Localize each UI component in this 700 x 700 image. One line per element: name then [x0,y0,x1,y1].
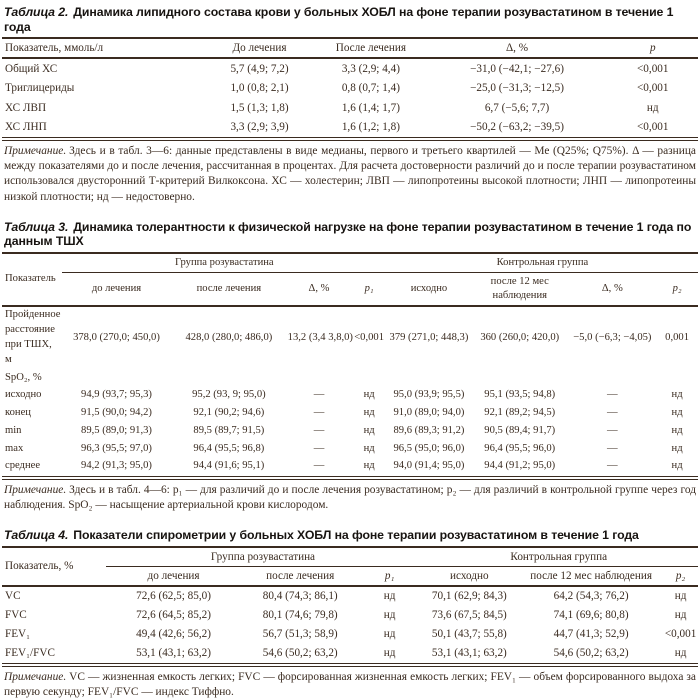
group-header-rosuvastatin: Группа розувастатина [62,253,387,273]
cell-value: 90,5 (89,4; 91,7) [484,424,556,436]
table3-title-label: Таблица 3. [4,219,69,234]
cell-value: нд [363,424,375,436]
table4-title-label: Таблица 4. [4,528,69,543]
cell-value: нд [674,590,687,603]
column-header-delta1: Δ, % [308,282,330,294]
table-row [2,405,698,423]
column-header-p: p [649,42,656,54]
cell-value: 3,3 (2,9; 3,9) [230,121,289,133]
row-label: max [5,442,24,454]
column-header-after12: после 12 мес наблюдения [490,275,549,301]
cell-value: 360 (260,0; 420,0) [480,331,560,343]
table4-spirometry [2,546,698,667]
cell-value: 1,5 (1,3; 1,8) [230,101,289,114]
row-label: VC [5,590,21,603]
column-header-p2: p₂ [675,569,686,582]
cell-value: 53,1 (43,1; 63,2) [136,647,211,660]
cell-value: — [313,407,325,419]
group-header-control: Контрольная группа [387,253,698,273]
cell-value: 96,3 (95,5; 97,0) [81,442,152,454]
column-header-before: до лечения [91,282,142,294]
table-row [2,625,698,644]
table4-title-text: Показатели спирометрии у больных ХОБЛ на фоне терапии розувастатином в течение 1 года [73,528,639,543]
table2-note-text: Здесь и в табл. 3—6: данные представлены в виде медианы, первого и третьего квартилей — Ме (Q25%; Q75%). Δ — разница между показателями до и после лечения, рассчитанная в процентах. Для расчета достоверности различий до и после терапии розувастатином использовался двусторонний Т-критерий Вилкоксона. ХС — холестерин; ЛВП — липопротеины высокой плотности; ЛНП — липопротеины низкой плотности; нд — недостоверно. [4,145,696,203]
column-header-delta: Δ, % [505,42,529,54]
row-label: среднее [5,460,41,472]
cell-value: 96,4 (95,5; 96,8) [193,442,265,454]
cell-value: 378,0 (270,0; 450,0) [73,331,160,343]
cell-value: <0,001 [637,62,669,75]
table-row [2,606,698,625]
table2-note [4,144,696,205]
column-header-delta2: Δ, % [601,282,623,294]
table3-exercise-tolerance [2,252,698,480]
cell-value: 95,1 (93,5; 94,8) [484,389,556,401]
table2-lipids [2,37,698,141]
cell-value: нд [383,628,396,641]
cell-value: −50,2 (−63,2; −39,5) [470,121,564,133]
cell-value: нд [671,424,683,436]
cell-value: 80,1 (74,6; 79,8) [262,609,338,622]
table4-note-text: VC — жизненная емкость легких; FVC — форсированная жизненная емкость легких; FEV₁ — объем форсированного выдоха за первую секунду; FEV₁/FVC — индекс Тиффно. [4,670,696,698]
cell-value: 95,0 (93,9; 95,5) [393,389,465,401]
table4-title [4,528,696,543]
table-row [2,79,698,99]
row-label: min [5,424,22,436]
cell-value: 428,0 (280,0; 486,0) [185,331,273,343]
column-header-before: До лечения [232,42,287,54]
group-header-rosuvastatin: Группа розувастатина [106,547,419,567]
cell-value: — [313,389,325,401]
cell-value: нд [674,647,687,660]
cell-value: <0,001 [637,121,669,133]
cell-value: 94,2 (91,3; 95,0) [81,460,152,472]
cell-value: 64,2 (54,3; 76,2) [553,590,629,603]
table2-title-label: Таблица 2. [4,5,69,19]
table-row [2,58,698,79]
cell-value: 13,2 (3,4 3,8,0) [287,331,353,343]
cell-value: 92,1 (89,2; 94,5) [484,407,556,419]
column-header-after: После лечения [335,42,406,54]
cell-value: <0,001 [354,331,384,343]
row-label: FEV₁/FVC [5,647,55,660]
cell-value [656,369,698,387]
table2-title-text: Динамика липидного состава крови у больных ХОБЛ на фоне терапии розувастатином в течение 1 года [4,5,674,34]
cell-value: нд [363,407,375,419]
column-header-p1: p₁ [384,569,395,582]
cell-value: — [313,442,325,454]
cell-value: 94,9 (93,7; 95,3) [81,389,152,401]
cell-value: — [607,424,618,436]
cell-value: 70,1 (62,9; 84,3) [431,590,507,603]
column-header-indicator: Показатель, % [5,560,74,573]
table4-body [2,586,698,665]
row-label: исходно [5,389,42,401]
cell-value: 54,6 (50,2; 63,2) [262,647,338,660]
cell-value: 49,4 (42,6; 56,2) [136,628,211,641]
column-header-after12: после 12 мес наблюдения [530,569,652,582]
cell-value: 89,6 (89,3; 91,2) [393,424,465,436]
table-row [2,422,698,440]
cell-value: 72,6 (64,5; 85,2) [136,609,211,622]
cell-value: 3,3 (2,9; 4,4) [341,62,400,75]
cell-value [471,369,568,387]
cell-value: 379 (271,0; 448,3) [389,331,469,343]
cell-value: нд [363,389,375,401]
row-label: ХС ЛВП [5,101,47,114]
cell-value: — [607,460,618,472]
cell-value: — [313,460,325,472]
cell-value [568,369,656,387]
row-label: Триглицериды [5,82,75,94]
cell-value: 91,0 (89,0; 94,0) [393,407,465,419]
table3-note [4,483,696,513]
cell-value: нд [671,407,683,419]
cell-value: — [607,442,618,454]
group-header-control: Контрольная группа [420,547,698,567]
cell-value: 1,6 (1,4; 1,7) [341,101,400,114]
cell-value: нд [671,460,683,472]
cell-value: 96,5 (95,0; 96,0) [393,442,465,454]
table-row [2,387,698,405]
cell-value: 74,1 (69,6; 80,8) [553,609,629,622]
cell-value: 89,5 (89,7; 91,5) [193,424,265,436]
table-row [2,644,698,665]
column-header-p2: p₂ [672,282,682,294]
cell-value: 94,0 (91,4; 95,0) [393,460,465,472]
table2-title [4,5,696,34]
table4-header [2,547,698,586]
cell-value: −5,0 (−6,3; −4,05) [573,331,652,343]
cell-value: 96,4 (95,5; 96,0) [484,442,556,454]
section-gap [2,513,698,526]
table2-header [2,38,698,58]
column-header-baseline: исходно [410,282,448,294]
cell-value: 94,4 (91,2; 95,0) [484,460,556,472]
cell-value [171,369,287,387]
table3-body [2,306,698,478]
cell-value: — [607,389,618,401]
cell-value: 73,6 (67,5; 84,5) [431,609,507,622]
table-row [2,458,698,478]
cell-value: 6,7 (−5,6; 7,7) [484,101,550,114]
cell-value: 72,6 (62,5; 85,0) [136,590,211,603]
cell-value: 80,4 (74,3; 86,1) [262,590,338,603]
table3-header [2,253,698,306]
cell-value [62,369,171,387]
section-gap [2,205,698,218]
cell-value [287,369,352,387]
cell-value: нд [363,442,375,454]
cell-value: 1,0 (0,8; 2,1) [230,82,289,94]
cell-value: 0,001 [665,331,689,343]
row-label: Пройденное расстояние при ТШХ, м [5,309,61,365]
row-label: конец [5,407,31,419]
cell-value: нд [363,460,375,472]
cell-value: 1,6 (1,2; 1,8) [341,121,400,133]
cell-value: 89,5 (89,0; 91,3) [81,424,152,436]
column-header-baseline: исходно [450,569,489,582]
cell-value: 54,6 (50,2; 63,2) [553,647,629,660]
table3-note-label: Примечание. [4,483,67,496]
cell-value: <0,001 [664,628,697,641]
table-row [2,440,698,458]
cell-value: 91,5 (90,0; 94,2) [81,407,152,419]
cell-value: 44,7 (41,3; 52,9) [553,628,629,641]
table-row [2,586,698,606]
column-header-indicator: Показатель, ммоль/л [5,42,104,54]
column-header-before: до лечения [147,569,200,582]
cell-value: нд [646,101,659,114]
column-header-after: после лечения [196,282,262,294]
row-label: FEV₁ [5,628,31,641]
table3-note-text: Здесь и в табл. 4—6: p₁ — для различий до и после лечения розувастатином; p₂ — для различий в контрольной группе через год наблюдения. SpO₂ — насыщение артериальной крови кислородом. [4,483,696,511]
table-row [2,306,698,369]
cell-value: — [607,407,618,419]
cell-value: 95,2 (93, 9; 95,0) [192,389,266,401]
table3-title [4,220,696,249]
cell-value: нд [383,609,396,622]
cell-value: — [313,424,325,436]
cell-value: нд [383,590,396,603]
cell-value: 5,7 (4,9; 7,2) [230,62,289,75]
row-label: Общий ХС [5,62,58,75]
table2-note-label: Примечание. [4,145,67,157]
column-header-indicator: Показатель [5,273,56,285]
cell-value [351,369,386,387]
row-label: SpO₂, % [5,371,42,383]
cell-value: <0,001 [637,82,669,94]
cell-value: 94,4 (91,6; 95,1) [193,460,265,472]
column-header-after: после лечения [266,569,335,582]
table3-title-text: Динамика толерантности к физической нагрузке на фоне терапии розувастатином в течение 1 года по данным ТШХ [4,219,692,249]
cell-value: нд [383,647,396,660]
table2-body [2,58,698,139]
cell-value: 53,1 (43,1; 63,2) [431,647,507,660]
row-label: FVC [5,609,27,622]
cell-value: 0,8 (0,7; 1,4) [341,82,400,94]
row-label: ХС ЛНП [5,121,47,133]
cell-value: нд [674,609,687,622]
cell-value: −31,0 (−42,1; −27,6) [470,62,564,75]
cell-value: −25,0 (−31,3; −12,5) [470,82,564,94]
cell-value: 50,1 (43,7; 55,8) [431,628,507,641]
table-row [2,98,698,118]
cell-value [387,369,471,387]
cell-value: 92,1 (90,2; 94,6) [193,407,265,419]
cell-value: нд [671,389,683,401]
cell-value: нд [671,442,683,454]
cell-value: 56,7 (51,3; 58,9) [262,628,338,641]
table-row [2,118,698,140]
table4-note [4,670,696,700]
table-row [2,369,698,387]
column-header-p1: p₁ [364,282,374,294]
table4-note-label: Примечание. [4,670,67,683]
